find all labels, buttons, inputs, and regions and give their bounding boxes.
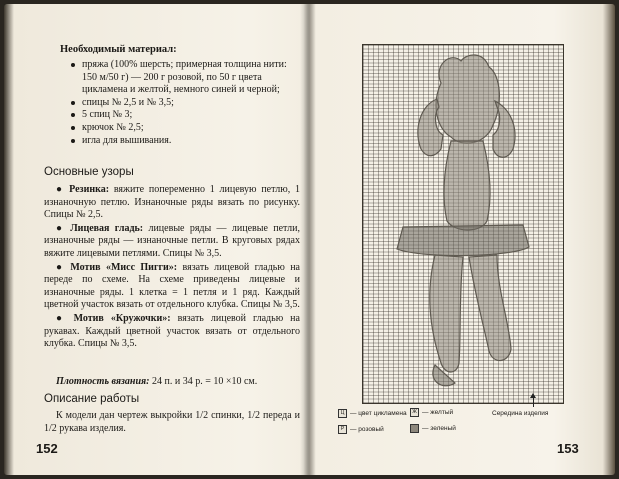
list-item: пряжа (100% шерсть; примерная толщина нити: 150 м/50 г) — 200 г розовой, по 50 г цвета цикламена и желтой, немного синей и черной;: [70, 59, 295, 97]
pattern-paragraph: ● Мотив «Мисс Пигги»: вязать лицевой гладью на переде по схеме. На схеме приведены лицевые и изнаночные ряды. 1 клетка = 1 петля и 1 ряд. Каждый цветной участок вязать от отдельного клубка. Спицы № 3,5.: [44, 261, 300, 311]
miss-piggy-motif: [363, 45, 563, 403]
patterns-heading: Основные узоры: [44, 166, 134, 178]
patterns-body: [44, 184, 300, 352]
list-item: спицы № 2,5 и № 3,5;: [70, 97, 295, 110]
work-heading: Описание работы: [44, 393, 140, 405]
legend-yellow: Ж — желтый: [410, 408, 453, 417]
legend-swatch-icon: [410, 424, 419, 433]
page-number: 152: [36, 441, 58, 456]
center-arrow-icon: [533, 395, 534, 407]
legend-swatch-icon: Ж: [410, 408, 419, 417]
list-item: игла для вышивания.: [70, 135, 295, 148]
row-numbers-left: [351, 44, 361, 402]
right-page: [314, 4, 609, 475]
knitting-chart: [362, 44, 564, 404]
legend-swatch-icon: Р: [338, 425, 347, 434]
list-item: 5 спиц № 3;: [70, 109, 295, 122]
knitting-density: Плотность вязания: 24 п. и 34 р. = 10 ×10 см.: [56, 376, 258, 387]
legend-swatch-icon: Ц: [338, 409, 347, 418]
materials-list: [70, 59, 295, 147]
left-page: [20, 4, 300, 475]
page-number: 153: [557, 441, 579, 456]
legend-green: — зеленый: [410, 424, 456, 433]
work-body: К модели дан чертеж выкройки 1/2 спинки, 1/2 переда и 1/2 рукава изделия.: [44, 410, 300, 434]
pattern-paragraph: ● Мотив «Кружочки»: вязать лицевой гладью на рукавах. Каждый цветной участок вязать от отдельного клубка. Спицы № 3,5.: [44, 312, 300, 350]
pattern-paragraph: ● Лицевая гладь: лицевые ряды — лицевые петли, изнаночные ряды — изнаночные петли. В круговых рядах вяжите лицевыми петлями. Спицы № 3,5.: [44, 222, 301, 259]
pattern-paragraph: ● Резинка: вяжите попеременно 1 лицевую петлю, 1 изнаночную петлю. Изнаночные ряды вязать по рисунку. Спицы № 2,5.: [44, 184, 300, 221]
book-spread: [4, 4, 615, 475]
legend-pink: Р — розовый: [338, 425, 384, 434]
list-item: крючок № 2,5;: [70, 122, 295, 135]
legend-cyclamen: Ц — цвет цикламена: [338, 409, 407, 418]
row-numbers-right: [566, 44, 576, 402]
center-of-garment-label: Середина изделия: [492, 410, 549, 417]
materials-title: Необходимый материал:: [60, 44, 177, 55]
